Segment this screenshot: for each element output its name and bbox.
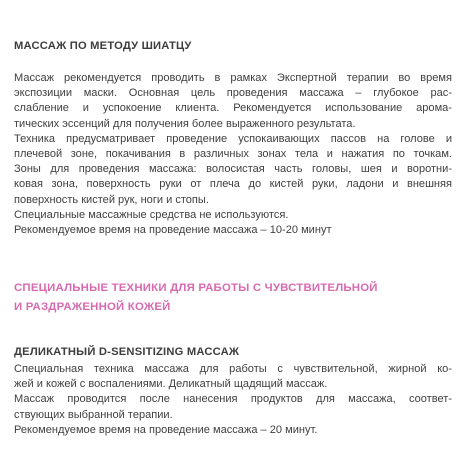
- shiatsu-massage-paragraph: [14, 71, 452, 238]
- heading-line: СПЕЦИАЛЬНЫЕ ТЕХНИКИ ДЛЯ РАБОТЫ С ЧУВСТВИТЕЛЬНОЙ: [14, 282, 378, 294]
- paragraph-line: Специальные массажные средства не используются.: [14, 208, 289, 221]
- paragraph-line: Рекомендуемое время на проведение массажа – 10-20 минут: [14, 224, 332, 237]
- shiatsu-massage-heading: МАССАЖ ПО МЕТОДУ ШИАТЦУ: [14, 40, 192, 52]
- paragraph-line: ствующих выбранной терапии.: [14, 408, 173, 421]
- paragraph-line: Массаж проводится после нанесения продуктов для массажа, соответ-: [14, 393, 452, 406]
- paragraph-line: жей и кожей с воспалениями. Деликатный щадящий массаж.: [14, 378, 328, 391]
- paragraph-line: Рекомендуемое время на проведение массажа – 20 минут.: [14, 423, 318, 436]
- paragraph-line: Техника предусматривает проведение успокаивающих пассов на голове и: [14, 132, 452, 145]
- paragraph-line: ковая зона, поверхность руки от плеча до кистей руки, ладони и внешняя: [14, 178, 452, 191]
- paragraph-line: поверхность кистей рук, ноги и стопы.: [14, 193, 209, 206]
- paragraph-line: Массаж рекомендуется проводить в рамках Экспертной терапии во время: [14, 72, 452, 84]
- paragraph-line: Зоны для проведения массажа: волосистая часть головы, шея и воротни-: [14, 163, 452, 176]
- paragraph-line: экспозиции маски. Основная цель проведения массажа – глубокое рас-: [14, 87, 452, 100]
- paragraph-line: плечевой зоне, покачивания в различных зонах тела и нажатия по точкам.: [14, 148, 452, 161]
- paragraph-line: Специальная техника массажа для работы с чувствительной, жирной ко-: [14, 363, 452, 375]
- special-techniques-heading: [14, 279, 378, 317]
- heading-line: И РАЗДРАЖЕННОЙ КОЖЕЙ: [14, 301, 171, 313]
- d-sensitizing-massage-heading: ДЕЛИКАТНЫЙ D-SENSITIZING МАССАЖ: [14, 346, 240, 358]
- paragraph-line: слабление и успокоение клиента. Рекомендуется использование арома-: [14, 102, 452, 115]
- paragraph-line: тических эссенций для получения более выраженного результата.: [14, 117, 356, 130]
- d-sensitizing-massage-paragraph: [14, 362, 452, 438]
